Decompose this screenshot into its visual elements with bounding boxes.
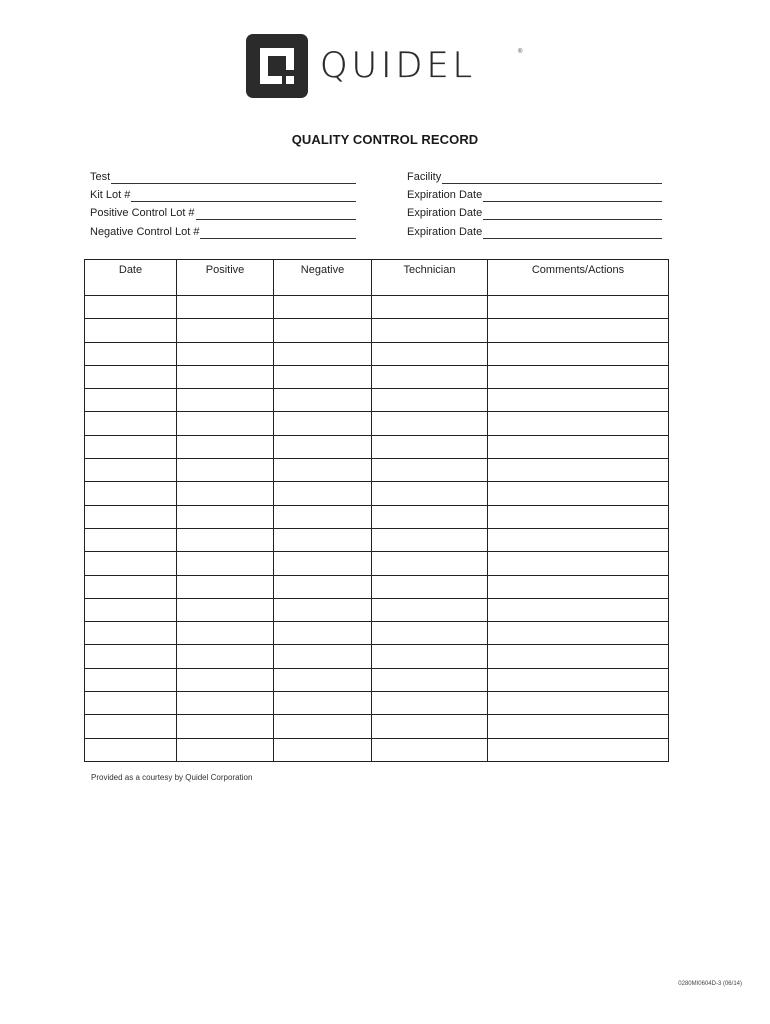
table-row [85,645,669,668]
table-header-row [85,260,669,296]
cell-negative[interactable] [274,319,372,342]
cell-negative[interactable] [274,575,372,598]
cell-date[interactable] [85,296,177,319]
cell-negative[interactable] [274,738,372,761]
cell-date[interactable] [85,575,177,598]
cell-positive[interactable] [177,296,274,319]
cell-technician[interactable] [372,598,488,621]
kit-lot-label: Kit Lot # [90,189,131,201]
cell-technician[interactable] [372,668,488,691]
cell-comments[interactable] [488,738,669,761]
cell-positive[interactable] [177,412,274,435]
kit-expiration-field[interactable] [407,189,662,202]
cell-technician[interactable] [372,459,488,482]
cell-negative[interactable] [274,482,372,505]
kit-lot-field[interactable] [90,189,356,202]
table-row [85,342,669,365]
positive-control-lot-field[interactable] [90,207,356,220]
table-row [85,668,669,691]
cell-date[interactable] [85,528,177,551]
cell-negative[interactable] [274,552,372,575]
cell-negative[interactable] [274,459,372,482]
cell-technician[interactable] [372,365,488,388]
cell-positive[interactable] [177,482,274,505]
cell-negative[interactable] [274,598,372,621]
cell-positive[interactable] [177,552,274,575]
cell-comments[interactable] [488,296,669,319]
cell-negative[interactable] [274,342,372,365]
cell-comments[interactable] [488,645,669,668]
cell-technician[interactable] [372,692,488,715]
registered-mark: ® [518,49,523,55]
cell-technician[interactable] [372,342,488,365]
cell-positive[interactable] [177,435,274,458]
cell-comments[interactable] [488,319,669,342]
cell-negative[interactable] [274,389,372,412]
negative-control-lot-label: Negative Control Lot # [90,226,200,238]
negative-control-lot-field[interactable] [90,226,356,239]
cell-technician[interactable] [372,528,488,551]
cell-positive[interactable] [177,528,274,551]
cell-technician[interactable] [372,715,488,738]
courtesy-note: Provided as a courtesy by Quidel Corporation [91,773,253,782]
cell-technician[interactable] [372,738,488,761]
cell-negative[interactable] [274,412,372,435]
cell-positive[interactable] [177,692,274,715]
cell-comments[interactable] [488,342,669,365]
table-body [85,296,669,762]
cell-positive[interactable] [177,319,274,342]
cell-positive[interactable] [177,598,274,621]
cell-negative[interactable] [274,296,372,319]
cell-comments[interactable] [488,528,669,551]
cell-negative[interactable] [274,528,372,551]
cell-negative[interactable] [274,505,372,528]
table-row [85,598,669,621]
cell-technician[interactable] [372,389,488,412]
table-row [85,296,669,319]
facility-field[interactable] [407,171,662,184]
cell-comments[interactable] [488,598,669,621]
cell-date[interactable] [85,622,177,645]
kit-expiration-line[interactable] [483,191,662,202]
cell-positive[interactable] [177,342,274,365]
cell-date[interactable] [85,668,177,691]
document-code: 0280MI0604D-3 (06/14) [678,981,742,987]
table-row [85,738,669,761]
table-row [85,552,669,575]
cell-comments[interactable] [488,622,669,645]
cell-date[interactable] [85,645,177,668]
cell-date[interactable] [85,365,177,388]
column-header-comments: Comments/Actions [488,260,669,296]
positive-expiration-field[interactable] [407,207,662,220]
cell-comments[interactable] [488,692,669,715]
cell-technician[interactable] [372,575,488,598]
cell-date[interactable] [85,692,177,715]
cell-positive[interactable] [177,645,274,668]
table-row [85,528,669,551]
negative-expiration-field[interactable] [407,226,662,239]
facility-label: Facility [407,171,442,183]
positive-expiration-label: Expiration Date [407,207,483,219]
cell-negative[interactable] [274,365,372,388]
table-row [85,575,669,598]
cell-comments[interactable] [488,505,669,528]
cell-technician[interactable] [372,482,488,505]
cell-comments[interactable] [488,575,669,598]
cell-positive[interactable] [177,738,274,761]
negative-expiration-label: Expiration Date [407,226,483,238]
cell-positive[interactable] [177,622,274,645]
cell-date[interactable] [85,435,177,458]
cell-date[interactable] [85,342,177,365]
negative-expiration-line[interactable] [483,228,662,239]
table-row [85,435,669,458]
column-header-negative: Negative [274,260,372,296]
cell-date[interactable] [85,738,177,761]
cell-date[interactable] [85,412,177,435]
quidel-logo-mark-icon [246,34,308,98]
test-line[interactable] [111,173,356,184]
cell-comments[interactable] [488,365,669,388]
positive-expiration-line[interactable] [483,209,662,220]
kit-expiration-label: Expiration Date [407,189,483,201]
cell-date[interactable] [85,389,177,412]
cell-technician[interactable] [372,622,488,645]
page-title: QUALITY CONTROL RECORD [291,132,479,147]
cell-date[interactable] [85,598,177,621]
cell-comments[interactable] [488,552,669,575]
column-header-date: Date [85,260,177,296]
cell-comments[interactable] [488,412,669,435]
table-row [85,319,669,342]
cell-date[interactable] [85,319,177,342]
cell-technician[interactable] [372,645,488,668]
negative-control-lot-line[interactable] [200,228,356,239]
cell-date[interactable] [85,715,177,738]
positive-control-lot-line[interactable] [196,209,356,220]
cell-positive[interactable] [177,715,274,738]
cell-comments[interactable] [488,482,669,505]
cell-technician[interactable] [372,412,488,435]
table-row [85,505,669,528]
cell-positive[interactable] [177,575,274,598]
cell-technician[interactable] [372,435,488,458]
column-header-technician: Technician [372,260,488,296]
table-row [85,412,669,435]
positive-control-lot-label: Positive Control Lot # [90,207,195,219]
test-label: Test [90,171,111,183]
table-row [85,692,669,715]
cell-comments[interactable] [488,435,669,458]
cell-positive[interactable] [177,365,274,388]
cell-positive[interactable] [177,668,274,691]
cell-positive[interactable] [177,459,274,482]
cell-date[interactable] [85,459,177,482]
cell-negative[interactable] [274,435,372,458]
cell-comments[interactable] [488,668,669,691]
cell-positive[interactable] [177,389,274,412]
qc-record-table [84,259,669,762]
brand-name: QUIDEL [320,46,477,86]
column-header-positive: Positive [177,260,274,296]
cell-negative[interactable] [274,692,372,715]
table-row [85,622,669,645]
cell-negative[interactable] [274,668,372,691]
cell-comments[interactable] [488,715,669,738]
quidel-logo [246,34,526,98]
table-row [85,365,669,388]
cell-technician[interactable] [372,319,488,342]
cell-date[interactable] [85,505,177,528]
cell-technician[interactable] [372,552,488,575]
table-row [85,482,669,505]
cell-negative[interactable] [274,645,372,668]
table-row [85,459,669,482]
cell-positive[interactable] [177,505,274,528]
table-row [85,715,669,738]
facility-line[interactable] [442,173,662,184]
cell-technician[interactable] [372,296,488,319]
cell-negative[interactable] [274,622,372,645]
cell-date[interactable] [85,552,177,575]
cell-date[interactable] [85,482,177,505]
cell-comments[interactable] [488,389,669,412]
cell-comments[interactable] [488,459,669,482]
test-field[interactable] [90,171,356,184]
cell-technician[interactable] [372,505,488,528]
kit-lot-line[interactable] [131,191,356,202]
cell-negative[interactable] [274,715,372,738]
table-row [85,389,669,412]
